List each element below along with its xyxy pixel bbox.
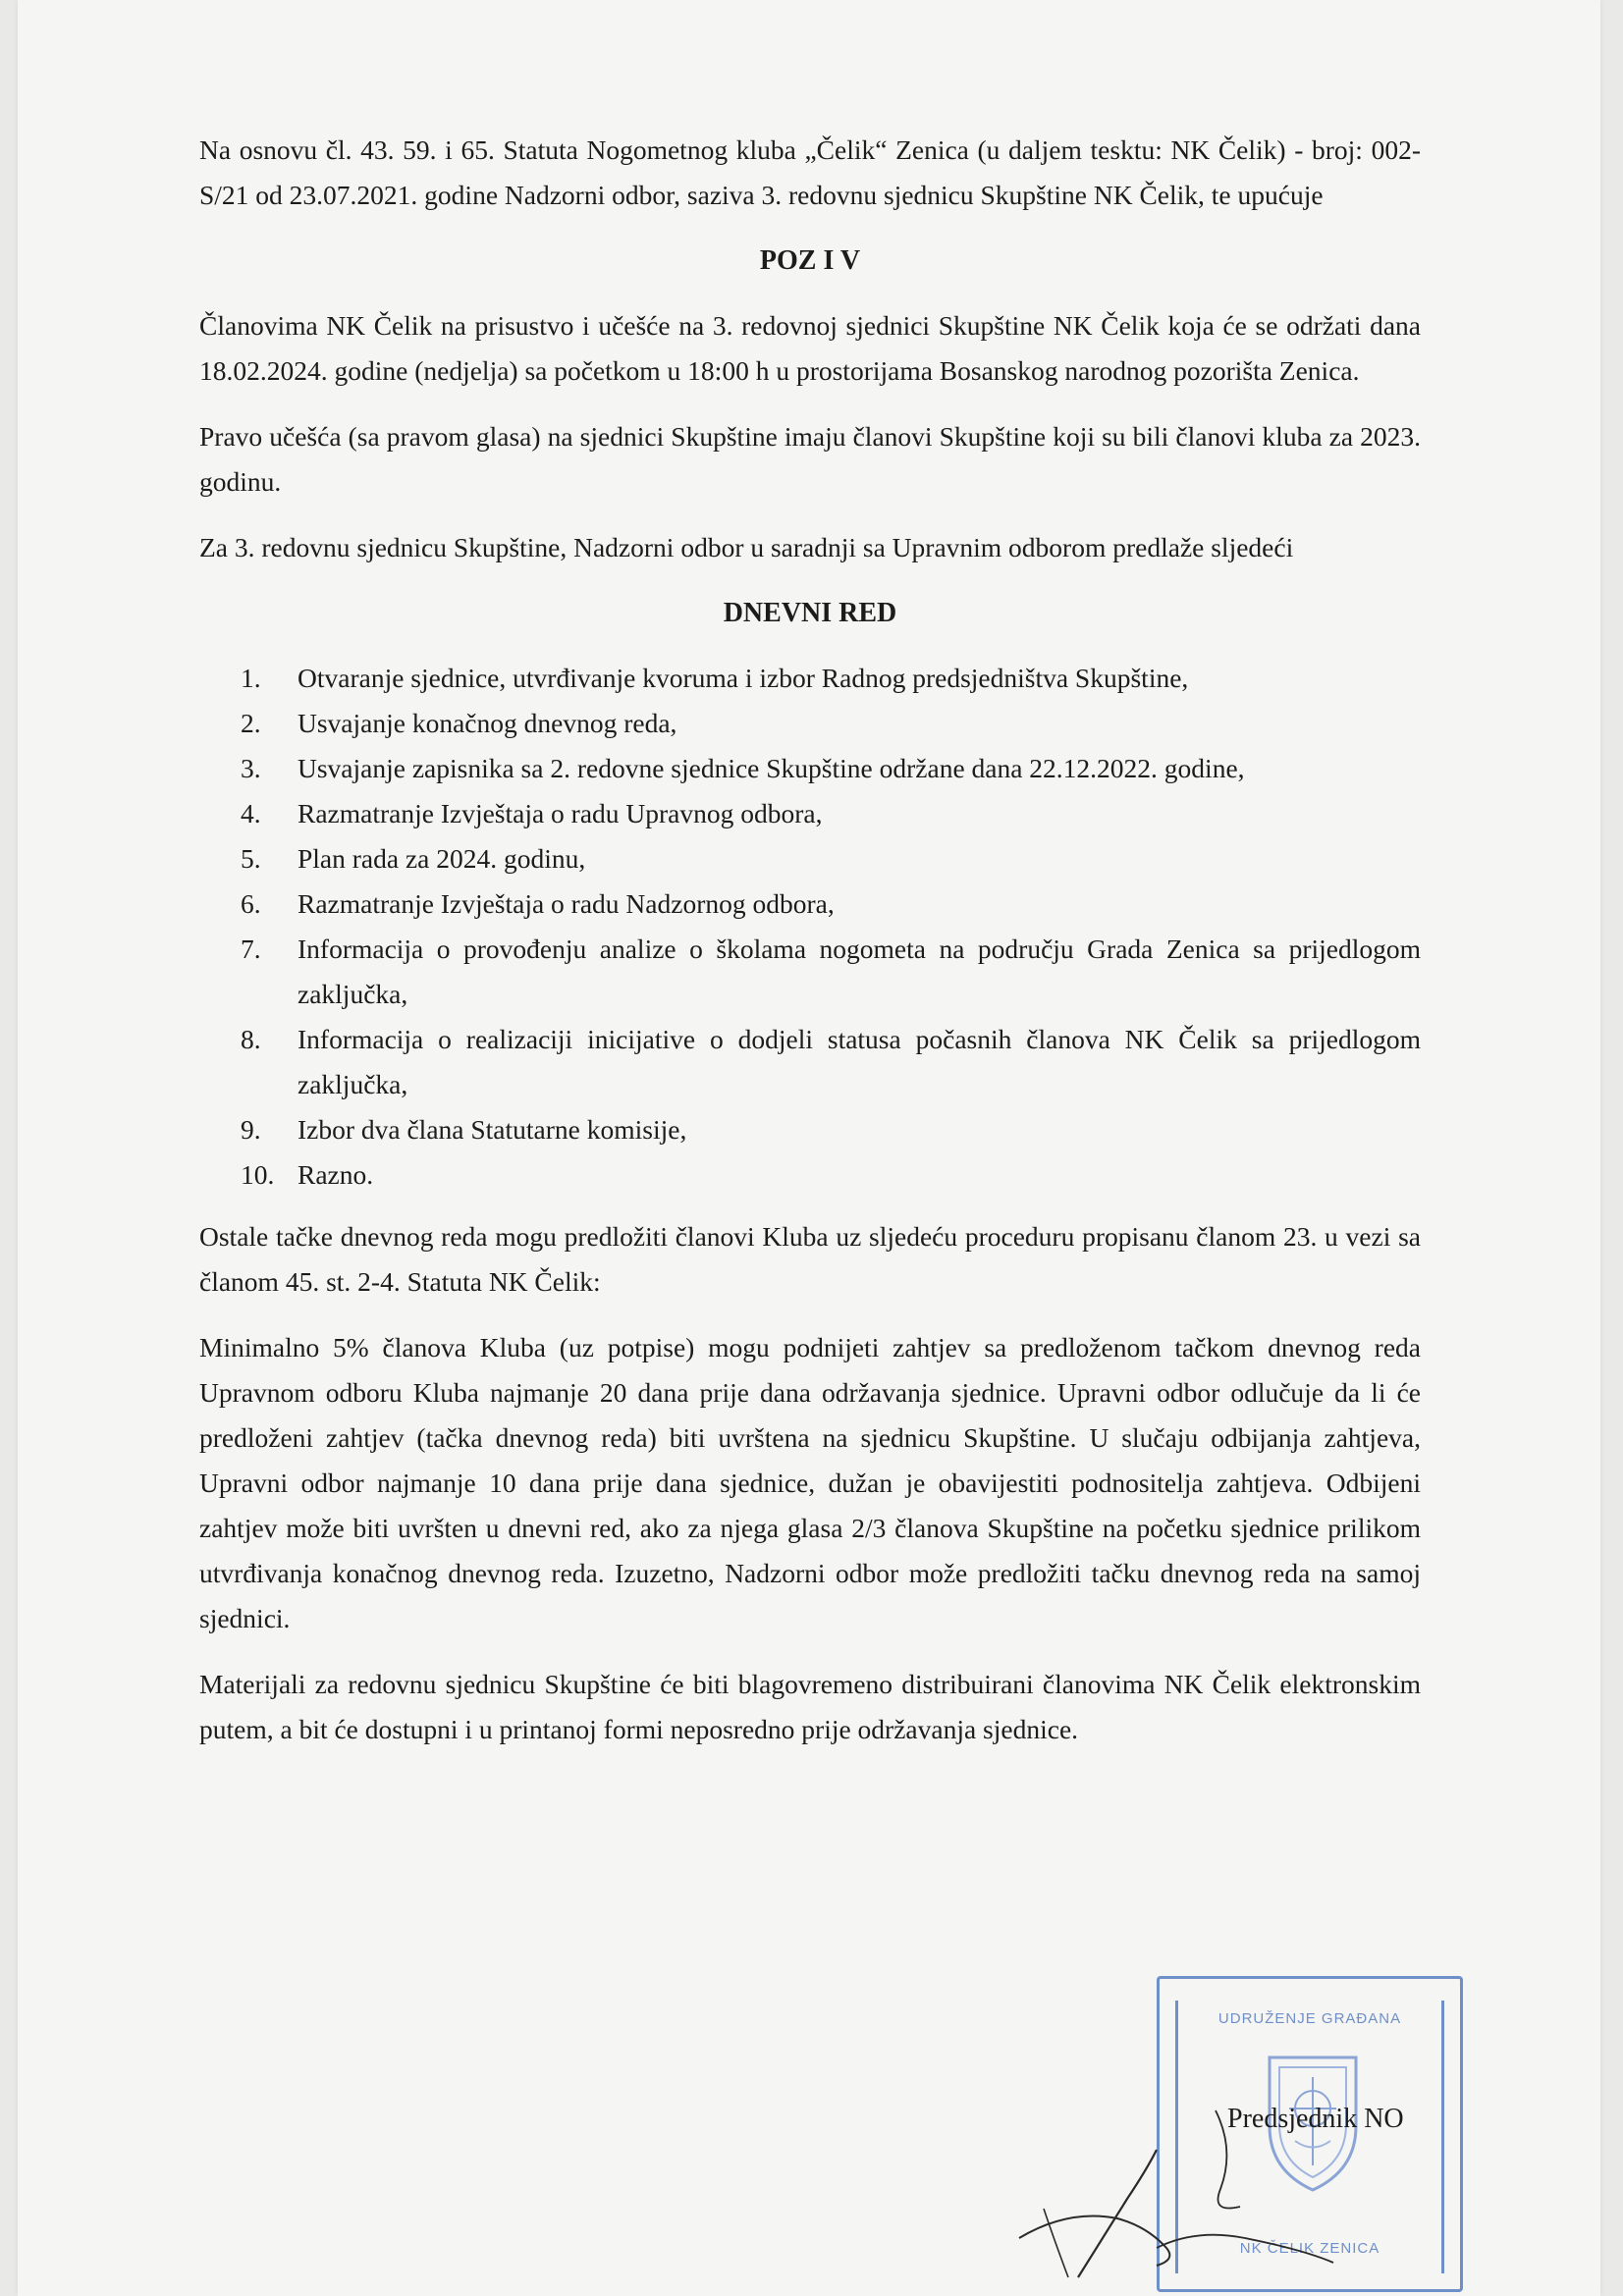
agenda-item (199, 1017, 1421, 1107)
signer-title: Predsjednik NO (1227, 2104, 1404, 2134)
agenda-title: DNEVNI RED (723, 598, 897, 628)
agenda-item-text: Izbor dva člana Statutarne komisije, (298, 1114, 687, 1145)
agenda-item (199, 1152, 1421, 1198)
intro-paragraph: Na osnovu čl. 43. 59. i 65. Statuta Nogometnog kluba „Čelik“ Zenica (u daljem tesktu: NK Čelik) - broj: 002-S/21 od 23.07.2021. godine Nadzorni odbor, saziva 3. redovnu sjednicu Skupštine NK Čelik, te upućuje (199, 134, 1421, 210)
agenda-item (199, 1107, 1421, 1152)
agenda-item-number: 6. (241, 888, 261, 919)
agenda-item (199, 836, 1421, 881)
document-page (18, 0, 1600, 2296)
agenda-item (199, 927, 1421, 1017)
agenda-item (199, 881, 1421, 927)
agenda-item-number: 9. (241, 1114, 261, 1145)
stamp-bottom-text: NK ČELIK ZENICA (1239, 2240, 1380, 2257)
agenda-item-number: 7. (241, 934, 261, 964)
agenda-list (199, 656, 1421, 1198)
agenda-item-number: 4. (241, 798, 261, 828)
invitation-paragraph: Članovima NK Čelik na prisustvo i učešće na 3. redovnoj sjednici Skupštine NK Čelik koja će se održati dana 18.02.2024. godine (nedjelja) sa početkom u 18:00 h u prostorijama Bosanskog narodnog pozorišta Zenica. (199, 310, 1421, 386)
agenda-item-number: 8. (241, 1024, 261, 1054)
agenda-item-text: Razno. (298, 1159, 374, 1190)
agenda-item (199, 746, 1421, 791)
agenda-item (199, 701, 1421, 746)
agenda-item-number: 2. (241, 708, 261, 738)
agenda-item-text: Razmatranje Izvještaja o radu Upravnog odbora, (298, 798, 823, 828)
voting-right-paragraph: Pravo učešća (sa pravom glasa) na sjednici Skupštine imaju članovi Skupštine koji su bili članovi kluba za 2023. godinu. (199, 421, 1421, 497)
document-body (199, 128, 1421, 1773)
stamp-top-text: UDRUŽENJE GRAĐANA (1217, 2010, 1402, 2027)
other-items-paragraph: Ostale tačke dnevnog reda mogu predložiti članovi Kluba uz sljedeću proceduru propisanu članom 23. u vezi sa članom 45. st. 2-4. Statuta NK Čelik: (199, 1221, 1421, 1297)
agenda-item-number: 10. (241, 1159, 275, 1190)
agenda-item-text: Usvajanje zapisnika sa 2. redovne sjednice Skupštine održane dana 22.12.2022. godine, (298, 753, 1245, 783)
agenda-item-text: Informacija o realizaciji inicijative o dodjeli statusa počasnih članova NK Čelik sa prijedlogom zaključka, (298, 1024, 1421, 1099)
proposal-paragraph: Za 3. redovnu sjednicu Skupštine, Nadzorni odbor u saradnji sa Upravnim odborom predlaže sljedeći (199, 532, 1294, 562)
agenda-item (199, 656, 1421, 701)
materials-paragraph: Materijali za redovnu sjednicu Skupštine će biti blagovremeno distribuirani članovima NK Čelik elektronskim putem, a bit će dostupni i u printanoj formi neposredno prije održavanja sjednice. (199, 1669, 1421, 1744)
agenda-item-text: Informacija o provođenju analize o školama nogometa na području Grada Zenica sa prijedlogom zaključka, (298, 934, 1421, 1009)
agenda-item-number: 3. (241, 753, 261, 783)
agenda-item-number: 5. (241, 843, 261, 874)
agenda-item-text: Razmatranje Izvještaja o radu Nadzornog odbora, (298, 888, 835, 919)
agenda-item-text: Otvaranje sjednice, utvrđivanje kvoruma i izbor Radnog predsjedništva Skupštine, (298, 663, 1189, 693)
agenda-item-number: 1. (241, 663, 261, 693)
procedure-paragraph: Minimalno 5% članova Kluba (uz potpise) mogu podnijeti zahtjev sa predloženom tačkom dnevnog reda Upravnom odboru Kluba najmanje 20 dana prije dana održavanja sjednice. Upravni odbor odlučuje da li će predloženi zahtjev (tačka dnevnog reda) biti uvrštena na sjednicu Skupštine. U slučaju odbijanja zahtjeva, Upravni odbor najmanje 10 dana prije dana sjednice, dužan je obavijestiti podnositelja zahtjeva. Odbijeni zahtjev može biti uvršten u dnevni red, ako za njega glasa 2/3 članova Skupštine na početku sjednice prilikom utvrđivanja konačnog dnevnog reda. Izuzetno, Nadzorni odbor može predložiti tačku dnevnog reda na samoj sjednici. (199, 1332, 1421, 1633)
agenda-item-text: Plan rada za 2024. godinu, (298, 843, 586, 874)
document-title: POZ I V (759, 245, 861, 276)
agenda-item-text: Usvajanje konačnog dnevnog reda, (298, 708, 677, 738)
agenda-item (199, 791, 1421, 836)
